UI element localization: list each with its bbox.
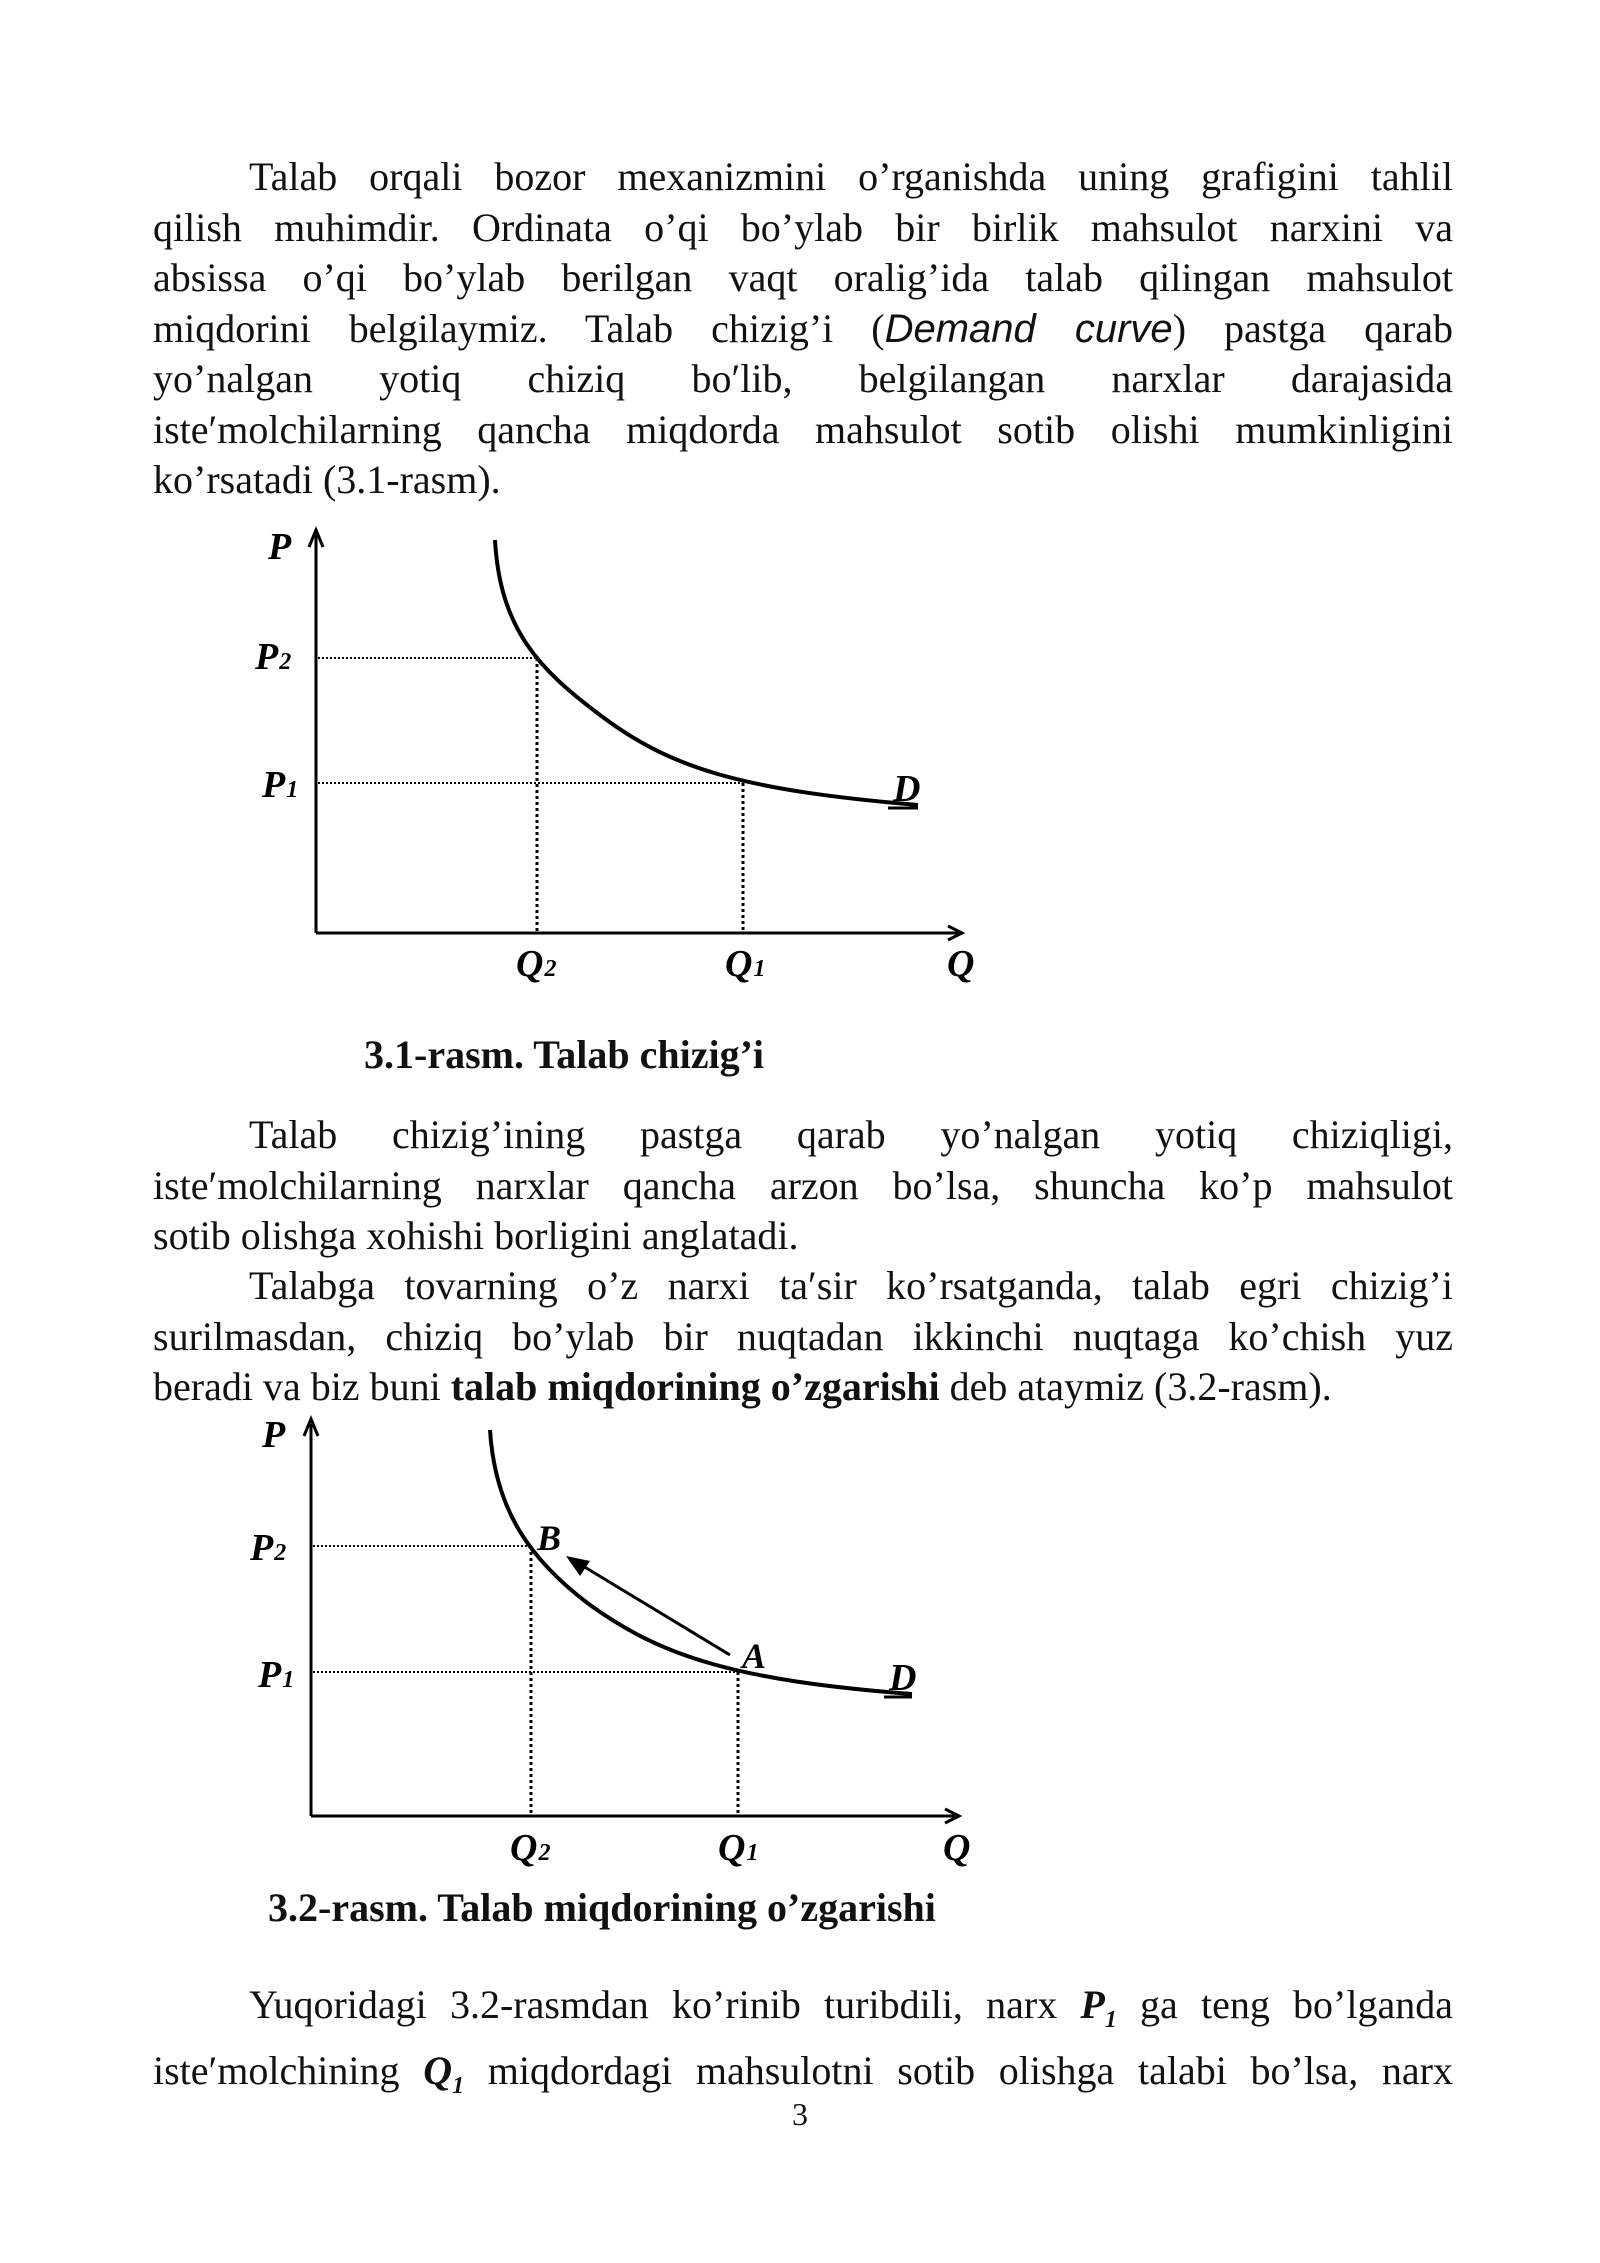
figure-3-2-caption: 3.2-rasm. Talab miqdorining o’zgarishi bbox=[268, 1885, 936, 1930]
figure-3-1-demand-curve bbox=[0, 520, 1600, 990]
paragraph-1-line-1: Talab orqali bozor mexanizmini o’rganishda uning grafigini tahlil bbox=[249, 154, 1453, 199]
paragraph-2-line-1: Talab chizig’ining pastga qarab yo’nalgan yotiq chiziqligi, bbox=[249, 1112, 1453, 1157]
demand-curve bbox=[495, 540, 918, 805]
demand-curve bbox=[490, 1430, 912, 1694]
p2-label: P2 bbox=[255, 636, 292, 678]
paragraph-1 bbox=[153, 152, 1453, 506]
p1-label: P1 bbox=[258, 1654, 295, 1696]
key-term-bold: talab miqdorining o’zgarishi bbox=[450, 1364, 940, 1409]
q1-label: Q1 bbox=[718, 1827, 759, 1869]
paragraph-2-line-3: sotib olishga xohishi borligini anglatadi. bbox=[153, 1213, 799, 1258]
paragraph-1-line-4-end: ) pastga qarab bbox=[1172, 305, 1453, 351]
paragraph-3-line-2: surilmasdan, chiziq bo’ylab bir nuqtadan ikkinchi nuqtaga ko’chish yuz bbox=[153, 1313, 1453, 1359]
paragraph-3-line-3-end: deb ataymiz (3.2-rasm). bbox=[939, 1364, 1332, 1409]
paragraph-1-line-2: qilish muhimdir. Ordinata o’qi bo’ylab bir birlik mahsulot narxini va bbox=[153, 204, 1453, 250]
p-axis-label: P bbox=[268, 526, 292, 568]
q2-label: Q2 bbox=[510, 1827, 551, 1869]
paragraph-3-line-1: Talabga tovarning o’z narxi ta′sir ko’rsatganda, talab egri chizig’i bbox=[249, 1263, 1453, 1308]
quantity-q1-symbol: $Q_1$ bbox=[423, 2047, 465, 2099]
paragraph-4-line-2-end: miqdordagi mahsulotni sotib olishga talabi bo’lsa, narx bbox=[464, 2047, 1453, 2093]
movement-arrowhead bbox=[566, 1556, 590, 1576]
paragraph-1-line-5: yo’nalgan yotiq chiziq bo′lib, belgilangan narxlar darajasida bbox=[153, 356, 1453, 401]
paragraph-3-line-3 bbox=[153, 1362, 1453, 1413]
paragraph-4 bbox=[153, 1980, 1453, 2111]
q-axis-label: Q bbox=[947, 943, 975, 985]
d-curve-label: D bbox=[893, 768, 921, 810]
q1-label: Q1 bbox=[725, 943, 766, 985]
price-p1-symbol: $P_1$ bbox=[1080, 1982, 1117, 2033]
page-number: 3 bbox=[792, 2096, 808, 2132]
p-axis-label: P bbox=[262, 1414, 286, 1456]
paragraph-1-line-3: absissa o’qi bo’ylab berilgan vaqt oralig’ida talab qilingan mahsulot bbox=[153, 255, 1453, 300]
paragraph-2-line-2: iste′molchilarning narxlar qancha arzon bo’lsa, shuncha ko’p mahsulot bbox=[153, 1162, 1453, 1208]
paragraph-3 bbox=[153, 1261, 1453, 1413]
demand-curve-term: Demand curve bbox=[884, 306, 1173, 351]
paragraph-4-line-1 bbox=[153, 1980, 1453, 2046]
paragraph-1-line-6: iste′molchilarning qancha miqdorda mahsulot sotib olishi mumkinligini bbox=[153, 406, 1453, 452]
point-b-label: B bbox=[537, 1518, 562, 1558]
paragraph-1-line-4 bbox=[153, 304, 1453, 355]
q-axis-label: Q bbox=[943, 1827, 971, 1869]
point-a-label: A bbox=[742, 1636, 767, 1676]
figure-3-2-quantity-change bbox=[0, 1410, 1600, 1880]
p2-label: P2 bbox=[250, 1527, 287, 1569]
q2-label: Q2 bbox=[516, 943, 557, 985]
paragraph-2 bbox=[153, 1110, 1453, 1262]
paragraph-1-line-4-start: miqdorini belgilaymiz. Talab chizig’i ( bbox=[153, 305, 885, 351]
d-curve-label: D bbox=[889, 1657, 917, 1699]
paragraph-1-line-7: ko’rsatadi (3.1-rasm). bbox=[153, 457, 501, 502]
paragraph-4-line-2-start: iste′molchining bbox=[153, 2047, 424, 2093]
paragraph-4-line-1-start: Yuqoridagi 3.2-rasmdan ko’rinib turibdili, narx bbox=[249, 1982, 1081, 2027]
paragraph-3-line-3-start: beradi va biz buni bbox=[153, 1364, 451, 1409]
figure-3-1-caption: 3.1-rasm. Talab chizig’i bbox=[364, 1032, 765, 1077]
p1-label: P1 bbox=[262, 764, 299, 806]
paragraph-4-line-1-end: ga teng bo’lganda bbox=[1116, 1982, 1453, 2027]
